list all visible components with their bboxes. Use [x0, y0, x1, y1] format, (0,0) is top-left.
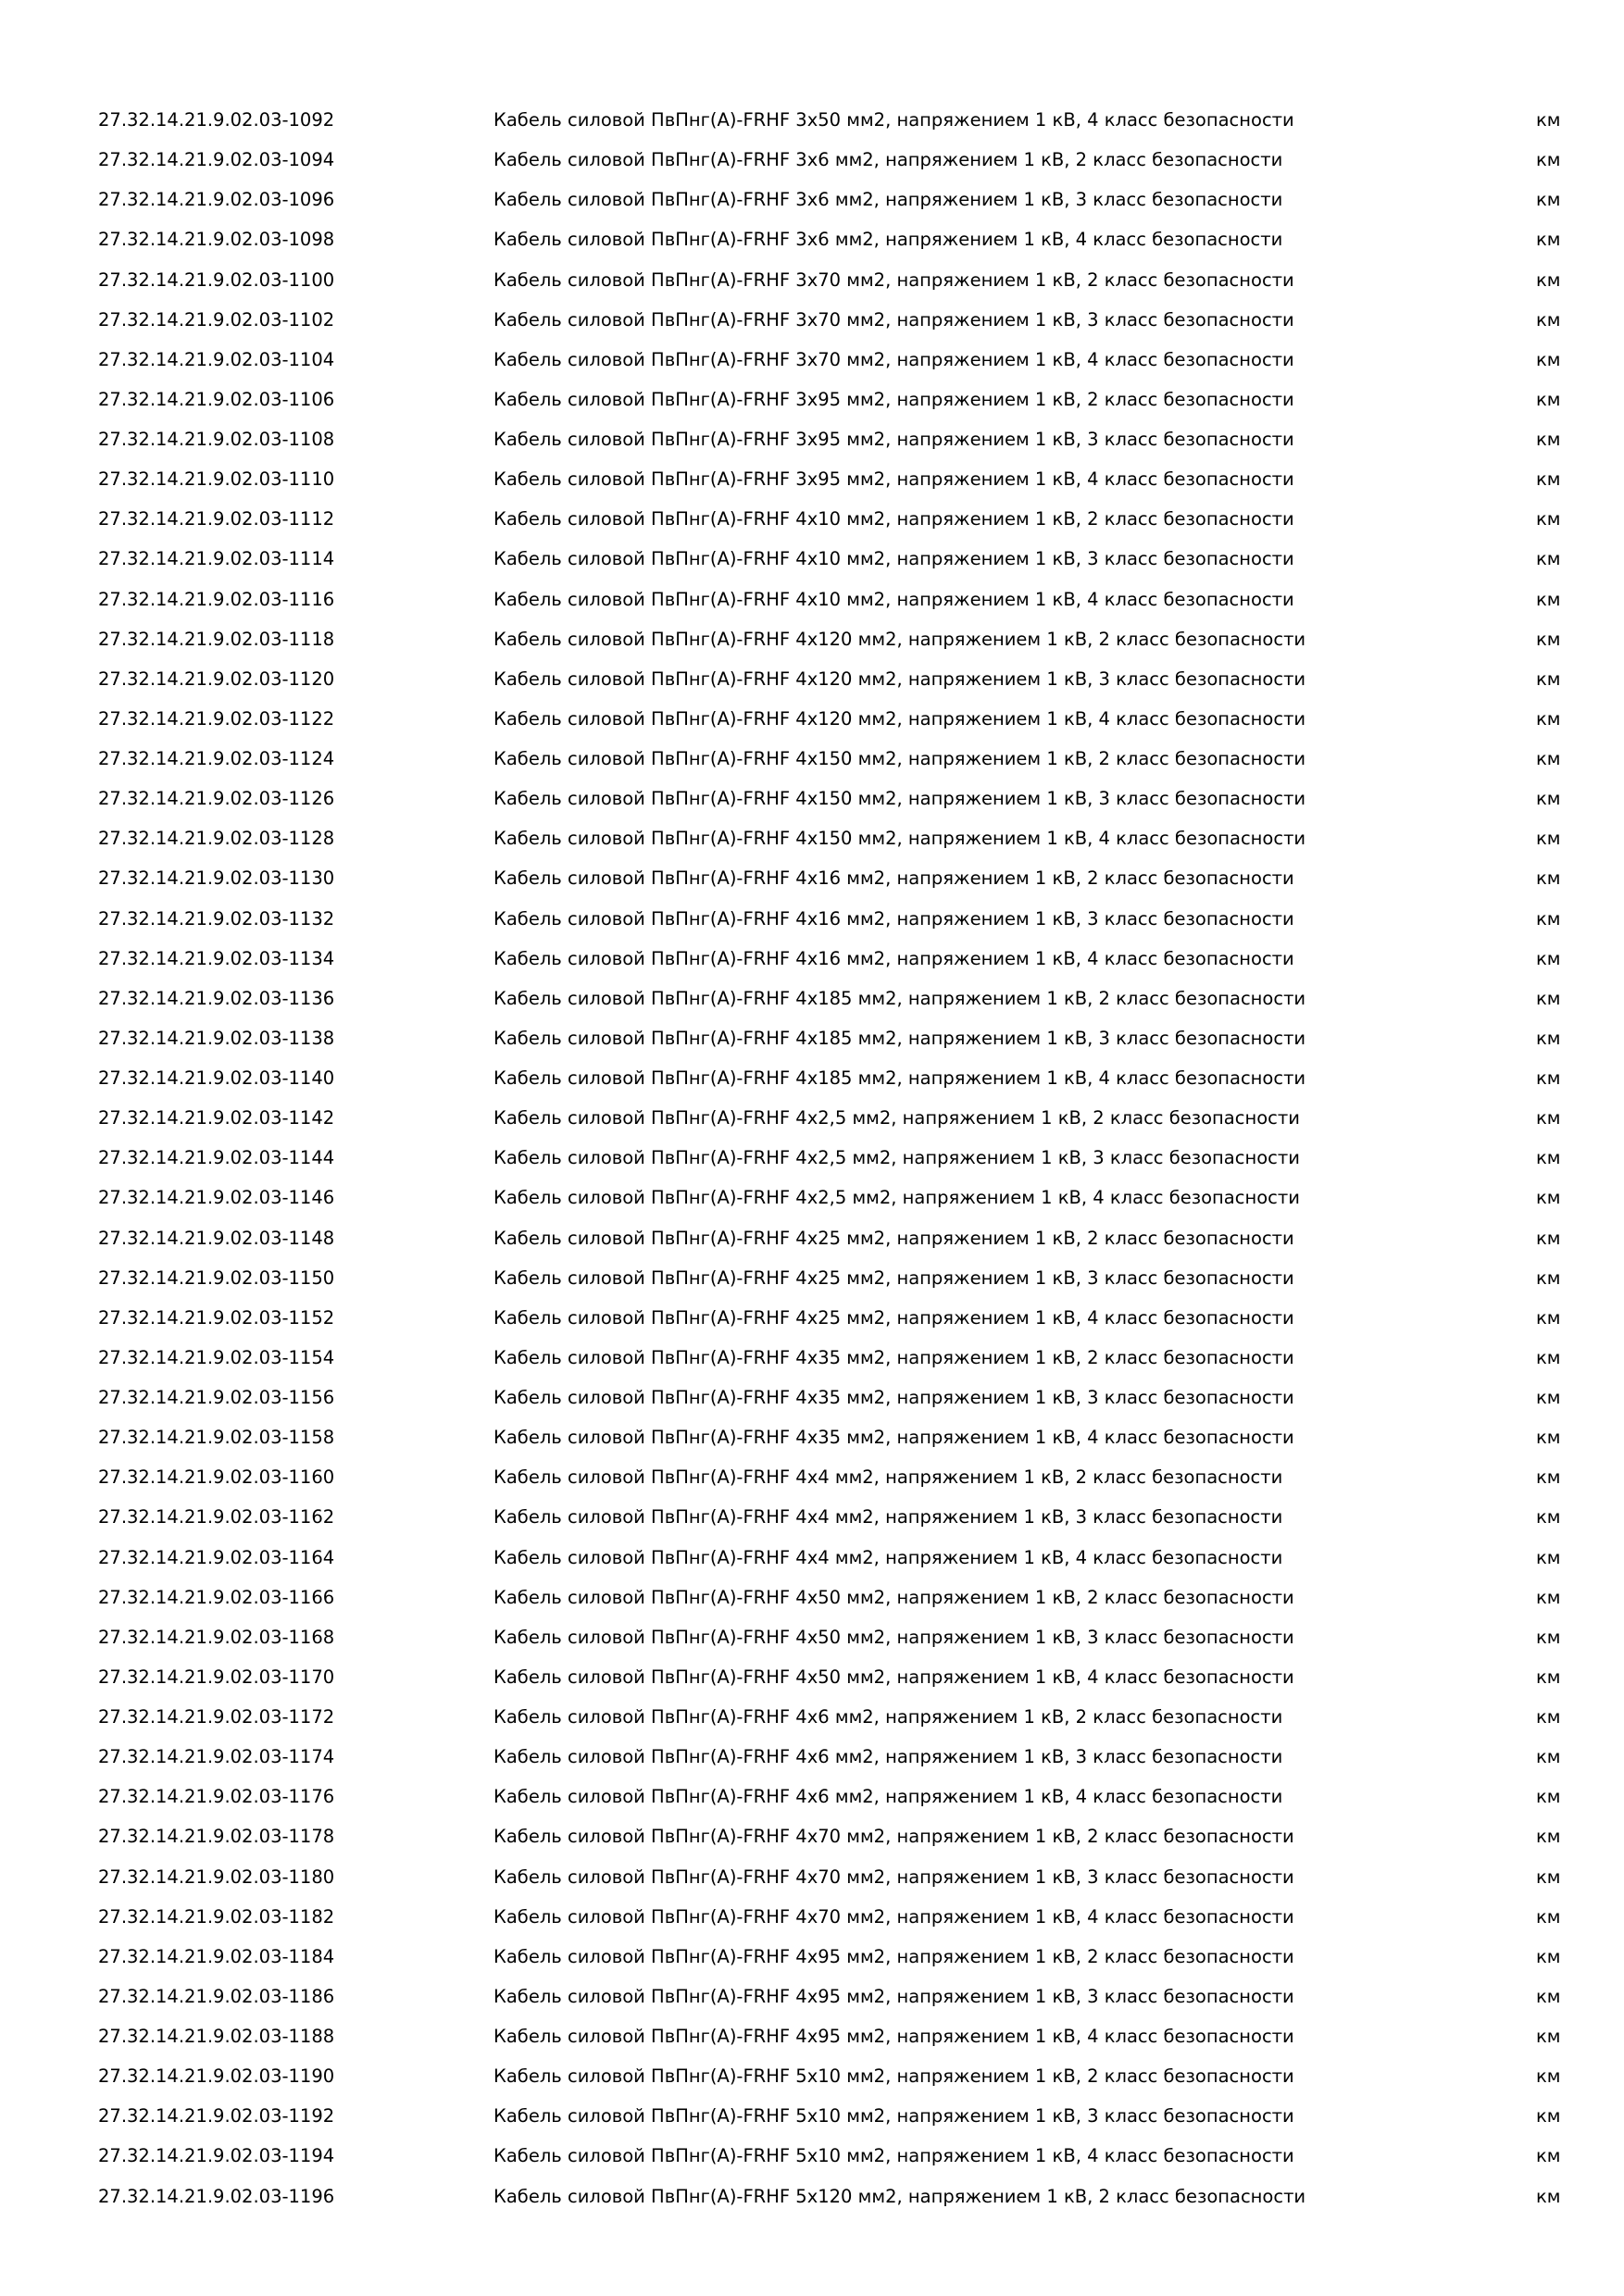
row-name: Кабель силовой ПвПнг(А)-FRHF 4x70 мм2, напряжением 1 кВ, 3 класс безопасности — [493, 1866, 1294, 1888]
row-name: Кабель силовой ПвПнг(А)-FRHF 5x10 мм2, напряжением 1 кВ, 4 класс безопасности — [493, 2145, 1294, 2167]
row-code: 27.32.14.21.9.02.03-1102 — [98, 308, 335, 331]
row-code: 27.32.14.21.9.02.03-1168 — [98, 1626, 335, 1648]
row-name: Кабель силовой ПвПнг(А)-FRHF 4x16 мм2, напряжением 1 кВ, 2 класс безопасности — [493, 867, 1294, 890]
row-code: 27.32.14.21.9.02.03-1174 — [98, 1746, 335, 1768]
row-unit: км — [1536, 2185, 1561, 2207]
table-row — [0, 2056, 1624, 2096]
row-code: 27.32.14.21.9.02.03-1180 — [98, 1866, 335, 1888]
row-name: Кабель силовой ПвПнг(А)-FRHF 4x4 мм2, напряжением 1 кВ, 2 класс безопасности — [493, 1466, 1283, 1489]
row-code: 27.32.14.21.9.02.03-1164 — [98, 1546, 335, 1568]
row-name: Кабель силовой ПвПнг(А)-FRHF 3x6 мм2, напряжением 1 кВ, 3 класс безопасности — [493, 189, 1283, 211]
row-code: 27.32.14.21.9.02.03-1118 — [98, 628, 335, 650]
row-code: 27.32.14.21.9.02.03-1108 — [98, 429, 335, 450]
row-name: Кабель силовой ПвПнг(А)-FRHF 4x35 мм2, напряжением 1 кВ, 3 класс безопасности — [493, 1387, 1294, 1408]
row-unit: км — [1536, 1107, 1561, 1129]
row-unit: км — [1536, 1866, 1561, 1888]
table-row — [0, 1258, 1624, 1298]
row-unit: км — [1536, 628, 1561, 650]
row-name: Кабель силовой ПвПнг(А)-FRHF 3x70 мм2, напряжением 1 кВ, 3 класс безопасности — [493, 308, 1294, 331]
row-unit: км — [1536, 1067, 1561, 1089]
row-code: 27.32.14.21.9.02.03-1152 — [98, 1306, 335, 1329]
row-unit: км — [1536, 1945, 1561, 1967]
row-code: 27.32.14.21.9.02.03-1092 — [98, 109, 335, 131]
table-row — [0, 580, 1624, 619]
row-unit: км — [1536, 2145, 1561, 2167]
row-name: Кабель силовой ПвПнг(А)-FRHF 4x35 мм2, напряжением 1 кВ, 2 класс безопасности — [493, 1346, 1294, 1368]
table-row — [0, 539, 1624, 579]
row-code: 27.32.14.21.9.02.03-1138 — [98, 1027, 335, 1049]
row-name: Кабель силовой ПвПнг(А)-FRHF 4x16 мм2, напряжением 1 кВ, 3 класс безопасности — [493, 907, 1294, 930]
row-name: Кабель силовой ПвПнг(А)-FRHF 4x6 мм2, напряжением 1 кВ, 3 класс безопасности — [493, 1746, 1283, 1768]
row-code: 27.32.14.21.9.02.03-1162 — [98, 1506, 335, 1529]
table-row — [0, 2177, 1624, 2216]
row-name: Кабель силовой ПвПнг(А)-FRHF 4x10 мм2, напряжением 1 кВ, 3 класс безопасности — [493, 548, 1294, 570]
table-row — [0, 1457, 1624, 1497]
row-name: Кабель силовой ПвПнг(А)-FRHF 4x10 мм2, напряжением 1 кВ, 4 класс безопасности — [493, 588, 1294, 610]
row-unit: км — [1536, 1626, 1561, 1648]
row-unit: км — [1536, 1306, 1561, 1329]
row-unit: км — [1536, 189, 1561, 211]
row-unit: км — [1536, 1147, 1561, 1169]
row-name: Кабель силовой ПвПнг(А)-FRHF 4x120 мм2, напряжением 1 кВ, 2 класс безопасности — [493, 628, 1306, 650]
table-row — [0, 1338, 1624, 1378]
row-unit: км — [1536, 1905, 1561, 1928]
row-unit: км — [1536, 907, 1561, 930]
row-code: 27.32.14.21.9.02.03-1140 — [98, 1067, 335, 1089]
row-code: 27.32.14.21.9.02.03-1182 — [98, 1905, 335, 1928]
table-row — [0, 2096, 1624, 2136]
row-name: Кабель силовой ПвПнг(А)-FRHF 5x10 мм2, напряжением 1 кВ, 2 класс безопасности — [493, 2065, 1294, 2088]
row-unit: км — [1536, 947, 1561, 969]
table-row — [0, 1218, 1624, 1258]
row-unit: км — [1536, 508, 1561, 530]
table-row — [0, 699, 1624, 739]
row-unit: км — [1536, 468, 1561, 491]
row-unit: км — [1536, 1466, 1561, 1489]
row-name: Кабель силовой ПвПнг(А)-FRHF 4x150 мм2, напряжением 1 кВ, 2 класс безопасности — [493, 748, 1306, 769]
row-code: 27.32.14.21.9.02.03-1148 — [98, 1227, 335, 1249]
row-code: 27.32.14.21.9.02.03-1126 — [98, 788, 335, 810]
row-name: Кабель силовой ПвПнг(А)-FRHF 3x6 мм2, напряжением 1 кВ, 2 класс безопасности — [493, 149, 1283, 171]
table-row — [0, 1657, 1624, 1697]
row-unit: км — [1536, 1506, 1561, 1529]
table-row — [0, 499, 1624, 539]
table-row — [0, 979, 1624, 1018]
row-code: 27.32.14.21.9.02.03-1154 — [98, 1346, 335, 1368]
row-name: Кабель силовой ПвПнг(А)-FRHF 4x50 мм2, напряжением 1 кВ, 4 класс безопасности — [493, 1666, 1294, 1688]
table-row — [0, 1417, 1624, 1457]
table-row — [0, 1298, 1624, 1338]
table-row — [0, 1617, 1624, 1657]
row-name: Кабель силовой ПвПнг(А)-FRHF 4x25 мм2, напряжением 1 кВ, 3 класс безопасности — [493, 1267, 1294, 1289]
row-code: 27.32.14.21.9.02.03-1150 — [98, 1267, 335, 1289]
row-name: Кабель силовой ПвПнг(А)-FRHF 4x25 мм2, напряжением 1 кВ, 4 класс безопасности — [493, 1306, 1294, 1329]
row-name: Кабель силовой ПвПнг(А)-FRHF 4x150 мм2, напряжением 1 кВ, 3 класс безопасности — [493, 788, 1306, 810]
table-row — [0, 899, 1624, 939]
row-unit: км — [1536, 1227, 1561, 1249]
row-unit: км — [1536, 308, 1561, 331]
row-name: Кабель силовой ПвПнг(А)-FRHF 4x2,5 мм2, напряжением 1 кВ, 3 класс безопасности — [493, 1147, 1300, 1169]
row-unit: км — [1536, 2105, 1561, 2128]
row-name: Кабель силовой ПвПнг(А)-FRHF 4x6 мм2, напряжением 1 кВ, 4 класс безопасности — [493, 1786, 1283, 1808]
row-unit: км — [1536, 429, 1561, 450]
row-name: Кабель силовой ПвПнг(А)-FRHF 3x95 мм2, напряжением 1 кВ, 3 класс безопасности — [493, 429, 1294, 450]
row-name: Кабель силовой ПвПнг(А)-FRHF 4x2,5 мм2, напряжением 1 кВ, 4 класс безопасности — [493, 1187, 1300, 1209]
table-row — [0, 1018, 1624, 1058]
row-name: Кабель силовой ПвПнг(А)-FRHF 4x185 мм2, напряжением 1 кВ, 3 класс безопасности — [493, 1027, 1306, 1049]
row-unit: км — [1536, 229, 1561, 251]
row-code: 27.32.14.21.9.02.03-1160 — [98, 1466, 335, 1489]
table-row — [0, 1937, 1624, 1977]
row-code: 27.32.14.21.9.02.03-1196 — [98, 2185, 335, 2207]
row-name: Кабель силовой ПвПнг(А)-FRHF 4x50 мм2, напряжением 1 кВ, 2 класс безопасности — [493, 1586, 1294, 1608]
table-row — [0, 300, 1624, 340]
row-name: Кабель силовой ПвПнг(А)-FRHF 4x35 мм2, напряжением 1 кВ, 4 класс безопасности — [493, 1427, 1294, 1449]
row-name: Кабель силовой ПвПнг(А)-FRHF 4x4 мм2, напряжением 1 кВ, 3 класс безопасности — [493, 1506, 1283, 1529]
table-row — [0, 100, 1624, 140]
row-name: Кабель силовой ПвПнг(А)-FRHF 4x4 мм2, напряжением 1 кВ, 4 класс безопасности — [493, 1546, 1283, 1568]
row-name: Кабель силовой ПвПнг(А)-FRHF 4x95 мм2, напряжением 1 кВ, 2 класс безопасности — [493, 1945, 1294, 1967]
row-code: 27.32.14.21.9.02.03-1132 — [98, 907, 335, 930]
row-code: 27.32.14.21.9.02.03-1134 — [98, 947, 335, 969]
row-code: 27.32.14.21.9.02.03-1194 — [98, 2145, 335, 2167]
table-row — [0, 140, 1624, 180]
row-unit: км — [1536, 1267, 1561, 1289]
row-code: 27.32.14.21.9.02.03-1170 — [98, 1666, 335, 1688]
row-unit: км — [1536, 2065, 1561, 2088]
row-unit: км — [1536, 1027, 1561, 1049]
row-name: Кабель силовой ПвПнг(А)-FRHF 4x150 мм2, напряжением 1 кВ, 4 класс безопасности — [493, 828, 1306, 850]
row-unit: км — [1536, 1346, 1561, 1368]
table-row — [0, 619, 1624, 659]
row-name: Кабель силовой ПвПнг(А)-FRHF 4x120 мм2, напряжением 1 кВ, 3 класс безопасности — [493, 668, 1306, 690]
row-unit: км — [1536, 707, 1561, 730]
row-unit: км — [1536, 1666, 1561, 1688]
row-name: Кабель силовой ПвПнг(А)-FRHF 4x10 мм2, напряжением 1 кВ, 2 класс безопасности — [493, 508, 1294, 530]
row-code: 27.32.14.21.9.02.03-1176 — [98, 1786, 335, 1808]
row-code: 27.32.14.21.9.02.03-1142 — [98, 1107, 335, 1129]
row-unit: км — [1536, 149, 1561, 171]
row-name: Кабель силовой ПвПнг(А)-FRHF 4x16 мм2, напряжением 1 кВ, 4 класс безопасности — [493, 947, 1294, 969]
table-row — [0, 2016, 1624, 2056]
table-row — [0, 1857, 1624, 1897]
row-unit: км — [1536, 1746, 1561, 1768]
row-code: 27.32.14.21.9.02.03-1100 — [98, 268, 335, 291]
row-unit: км — [1536, 867, 1561, 890]
row-code: 27.32.14.21.9.02.03-1136 — [98, 987, 335, 1009]
table-row — [0, 1578, 1624, 1617]
row-code: 27.32.14.21.9.02.03-1094 — [98, 149, 335, 171]
table-row — [0, 1538, 1624, 1578]
row-code: 27.32.14.21.9.02.03-1184 — [98, 1945, 335, 1967]
table-row — [0, 2136, 1624, 2176]
table-row — [0, 180, 1624, 219]
row-code: 27.32.14.21.9.02.03-1120 — [98, 668, 335, 690]
row-unit: км — [1536, 388, 1561, 410]
table-row — [0, 1058, 1624, 1098]
table-row — [0, 459, 1624, 499]
row-code: 27.32.14.21.9.02.03-1096 — [98, 189, 335, 211]
table-row — [0, 1697, 1624, 1737]
row-unit: км — [1536, 1786, 1561, 1808]
table-row — [0, 1737, 1624, 1777]
row-name: Кабель силовой ПвПнг(А)-FRHF 4x120 мм2, напряжением 1 кВ, 4 класс безопасности — [493, 707, 1306, 730]
table-row — [0, 340, 1624, 380]
row-name: Кабель силовой ПвПнг(А)-FRHF 5x120 мм2, напряжением 1 кВ, 2 класс безопасности — [493, 2185, 1306, 2207]
table-row — [0, 380, 1624, 419]
table-row — [0, 1497, 1624, 1537]
row-name: Кабель силовой ПвПнг(А)-FRHF 4x50 мм2, напряжением 1 кВ, 3 класс безопасности — [493, 1626, 1294, 1648]
row-unit: км — [1536, 348, 1561, 370]
row-code: 27.32.14.21.9.02.03-1114 — [98, 548, 335, 570]
row-code: 27.32.14.21.9.02.03-1144 — [98, 1147, 335, 1169]
row-unit: км — [1536, 1546, 1561, 1568]
row-unit: км — [1536, 788, 1561, 810]
table-row — [0, 1977, 1624, 2016]
row-unit: км — [1536, 1826, 1561, 1848]
row-unit: км — [1536, 1427, 1561, 1449]
table-row — [0, 858, 1624, 898]
row-name: Кабель силовой ПвПнг(А)-FRHF 4x185 мм2, напряжением 1 кВ, 2 класс безопасности — [493, 987, 1306, 1009]
row-unit: км — [1536, 2026, 1561, 2047]
row-name: Кабель силовой ПвПнг(А)-FRHF 4x185 мм2, напряжением 1 кВ, 4 класс безопасности — [493, 1067, 1306, 1089]
table-row — [0, 419, 1624, 459]
row-code: 27.32.14.21.9.02.03-1188 — [98, 2026, 335, 2047]
row-code: 27.32.14.21.9.02.03-1156 — [98, 1387, 335, 1408]
table-row — [0, 939, 1624, 979]
row-code: 27.32.14.21.9.02.03-1106 — [98, 388, 335, 410]
row-code: 27.32.14.21.9.02.03-1104 — [98, 348, 335, 370]
row-unit: км — [1536, 268, 1561, 291]
row-unit: км — [1536, 588, 1561, 610]
row-unit: км — [1536, 1387, 1561, 1408]
table-row — [0, 1816, 1624, 1856]
row-code: 27.32.14.21.9.02.03-1186 — [98, 1985, 335, 2007]
table-row — [0, 1777, 1624, 1816]
row-name: Кабель силовой ПвПнг(А)-FRHF 3x70 мм2, напряжением 1 кВ, 2 класс безопасности — [493, 268, 1294, 291]
row-code: 27.32.14.21.9.02.03-1192 — [98, 2105, 335, 2128]
table-row — [0, 659, 1624, 699]
row-name: Кабель силовой ПвПнг(А)-FRHF 4x95 мм2, напряжением 1 кВ, 3 класс безопасности — [493, 1985, 1294, 2007]
row-code: 27.32.14.21.9.02.03-1128 — [98, 828, 335, 850]
row-unit: км — [1536, 109, 1561, 131]
row-name: Кабель силовой ПвПнг(А)-FRHF 3x95 мм2, напряжением 1 кВ, 2 класс безопасности — [493, 388, 1294, 410]
row-code: 27.32.14.21.9.02.03-1110 — [98, 468, 335, 491]
row-name: Кабель силовой ПвПнг(А)-FRHF 4x95 мм2, напряжением 1 кВ, 4 класс безопасности — [493, 2026, 1294, 2047]
row-name: Кабель силовой ПвПнг(А)-FRHF 4x70 мм2, напряжением 1 кВ, 2 класс безопасности — [493, 1826, 1294, 1848]
table-row — [0, 1138, 1624, 1178]
row-unit: км — [1536, 1985, 1561, 2007]
table-row — [0, 1897, 1624, 1937]
row-unit: км — [1536, 1187, 1561, 1209]
row-unit: км — [1536, 828, 1561, 850]
row-code: 27.32.14.21.9.02.03-1178 — [98, 1826, 335, 1848]
row-name: Кабель силовой ПвПнг(А)-FRHF 3x95 мм2, напряжением 1 кВ, 4 класс безопасности — [493, 468, 1294, 491]
row-code: 27.32.14.21.9.02.03-1172 — [98, 1706, 335, 1728]
row-name: Кабель силовой ПвПнг(А)-FRHF 3x6 мм2, напряжением 1 кВ, 4 класс безопасности — [493, 229, 1283, 251]
row-unit: км — [1536, 1706, 1561, 1728]
row-code: 27.32.14.21.9.02.03-1146 — [98, 1187, 335, 1209]
row-code: 27.32.14.21.9.02.03-1098 — [98, 229, 335, 251]
table-row — [0, 739, 1624, 779]
row-name: Кабель силовой ПвПнг(А)-FRHF 4x25 мм2, напряжением 1 кВ, 2 класс безопасности — [493, 1227, 1294, 1249]
row-code: 27.32.14.21.9.02.03-1112 — [98, 508, 335, 530]
table-row — [0, 818, 1624, 858]
price-table — [0, 100, 1624, 2216]
row-code: 27.32.14.21.9.02.03-1158 — [98, 1427, 335, 1449]
row-unit: км — [1536, 1586, 1561, 1608]
row-unit: км — [1536, 668, 1561, 690]
row-name: Кабель силовой ПвПнг(А)-FRHF 4x2,5 мм2, напряжением 1 кВ, 2 класс безопасности — [493, 1107, 1300, 1129]
row-code: 27.32.14.21.9.02.03-1130 — [98, 867, 335, 890]
table-row — [0, 1098, 1624, 1138]
row-unit: км — [1536, 987, 1561, 1009]
table-row — [0, 219, 1624, 259]
row-code: 27.32.14.21.9.02.03-1116 — [98, 588, 335, 610]
row-name: Кабель силовой ПвПнг(А)-FRHF 5x10 мм2, напряжением 1 кВ, 3 класс безопасности — [493, 2105, 1294, 2128]
table-row — [0, 1178, 1624, 1217]
row-name: Кабель силовой ПвПнг(А)-FRHF 4x70 мм2, напряжением 1 кВ, 4 класс безопасности — [493, 1905, 1294, 1928]
row-name: Кабель силовой ПвПнг(А)-FRHF 3x70 мм2, напряжением 1 кВ, 4 класс безопасности — [493, 348, 1294, 370]
table-row — [0, 1378, 1624, 1417]
row-name: Кабель силовой ПвПнг(А)-FRHF 4x6 мм2, напряжением 1 кВ, 2 класс безопасности — [493, 1706, 1283, 1728]
row-unit: км — [1536, 548, 1561, 570]
row-code: 27.32.14.21.9.02.03-1166 — [98, 1586, 335, 1608]
row-unit: км — [1536, 748, 1561, 769]
row-code: 27.32.14.21.9.02.03-1122 — [98, 707, 335, 730]
row-code: 27.32.14.21.9.02.03-1190 — [98, 2065, 335, 2088]
row-name: Кабель силовой ПвПнг(А)-FRHF 3x50 мм2, напряжением 1 кВ, 4 класс безопасности — [493, 109, 1294, 131]
table-row — [0, 260, 1624, 300]
row-code: 27.32.14.21.9.02.03-1124 — [98, 748, 335, 769]
table-row — [0, 779, 1624, 818]
